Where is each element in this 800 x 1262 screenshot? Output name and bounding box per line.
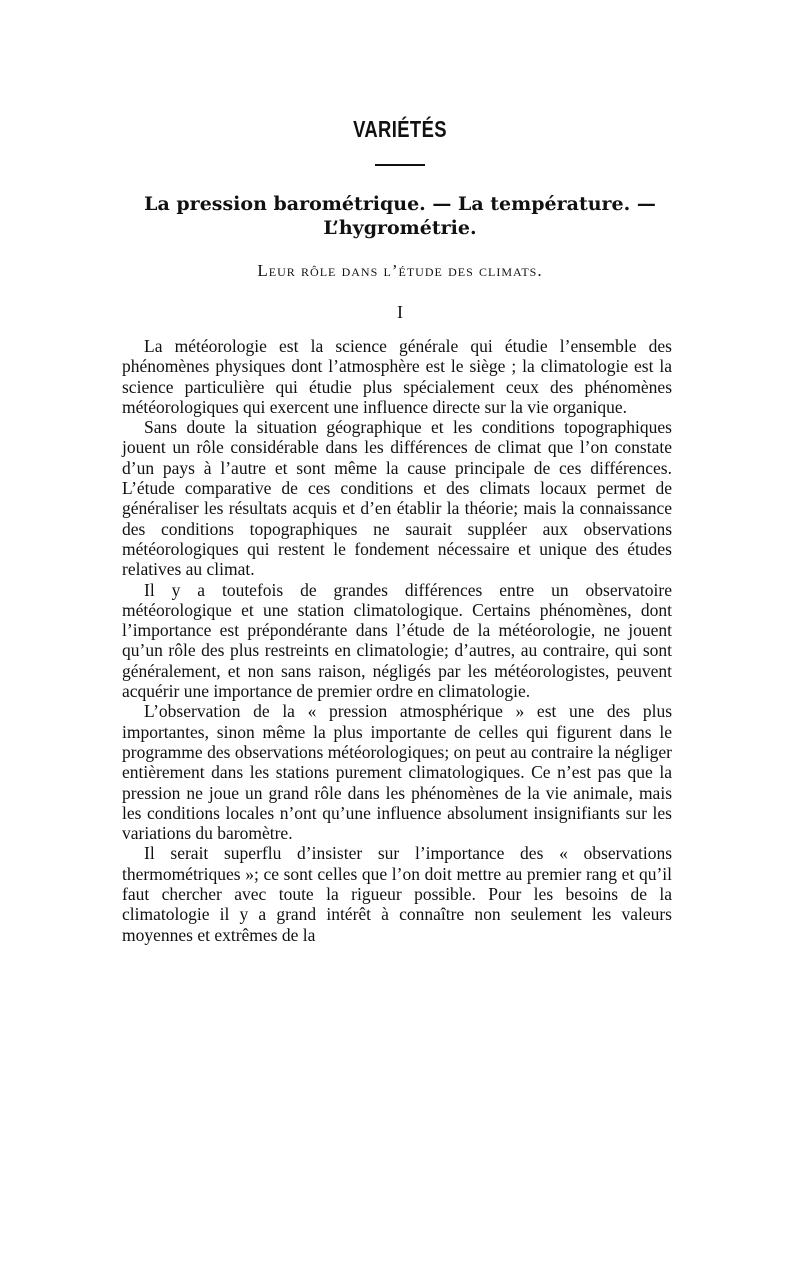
article-body <box>122 336 672 945</box>
article-subtitle: Leur rôle dans l’étude des climats. <box>257 261 543 280</box>
paragraph: Il y a toutefois de grandes différences entre un observatoire météorologique et une station climatologique. Certains phénomènes, dont l’importance est prépondérante dans l’étude de la météorologie, ne jouent qu’un rôle des plus restreints en climatologie; d’autres, au contraire, qui sont généralement, et non sans raison, négligés par les météorologistes, peuvent acquérir une importance de premier ordre en climatologie. <box>122 579 672 702</box>
paragraph: Il serait superflu d’insister sur l’importance des « observations thermométriques »; ce sont celles que l’on doit mettre au premier rang et qu’il faut chercher avec toute la rigueur possible. Pour les besoins de la climatologie il y a grand intérêt à connaître non seulement les valeurs moyennes et extrêmes de la <box>122 843 672 945</box>
article-title-line-1: La pression barométrique. — La température. — <box>144 193 656 215</box>
paragraph: L’observation de la « pression atmosphérique » est une des plus importantes, sinon même la plus importante de celles qui figurent dans le programme des observations météorologiques; on peut au contraire la négliger entièrement dans les stations purement climatologiques. Ce n’est pas que la pression ne joue un grand rôle dans les phénomènes de la vie animale, mais les conditions locales n’ont qu’une influence absolument insignifiants sur les variations du baromètre. <box>122 701 672 844</box>
heading-rule <box>375 164 425 166</box>
paragraph: Sans doute la situation géographique et les conditions topographiques jouent un rôle considérable dans les différences de climat que l’on constate d’un pays à l’autre et sont même la cause principale de ces différences. L’étude comparative de ces conditions et des climats locaux permet de généraliser les résultats acquis et d’en établir la théorie; mais la connaissance des conditions topographiques ne saurait suppléer aux observations météorologiques qui restent le fondement nécessaire et unique des études relatives au climat. <box>122 417 672 580</box>
paragraph: La météorologie est la science générale qui étudie l’ensemble des phénomènes physiques dont l’atmosphère est le siège ; la climatologie est la science particulière qui étudie plus spécialement ceux des phénomènes météorologiques qui exercent une influence directe sur la vie organique. <box>122 336 672 417</box>
part-number: I <box>397 302 403 322</box>
section-heading: VARIÉTÉS <box>353 116 447 142</box>
article-title-line-2: L’hygrométrie. <box>323 217 477 239</box>
article-title <box>0 192 800 240</box>
